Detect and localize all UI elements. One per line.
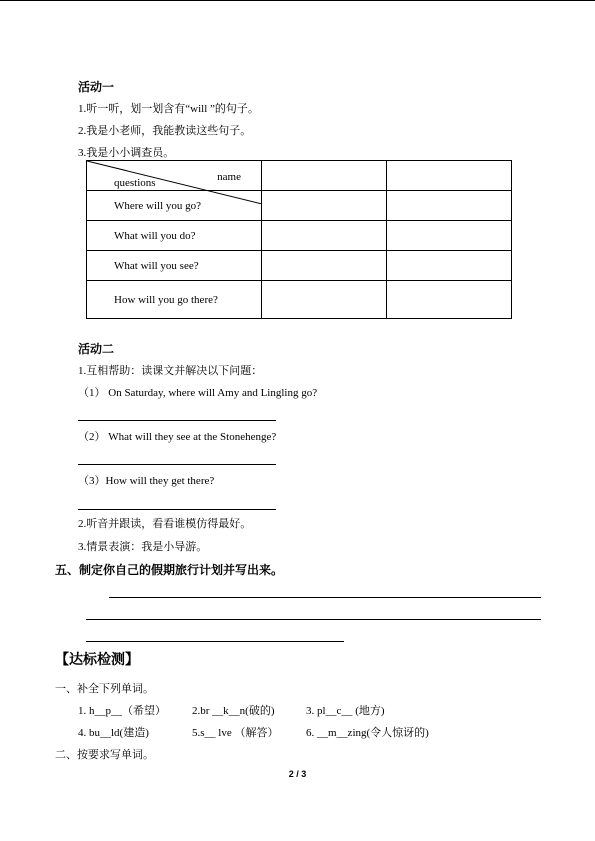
- activity1-title: 活动一: [78, 80, 115, 94]
- word-item-4: 4. bu__ld(建造): [78, 727, 149, 739]
- table-row: [87, 281, 512, 319]
- check-part2: 二、按要求写单词。: [55, 749, 154, 761]
- survey-table: [86, 160, 512, 319]
- word-item-1: 1. h__p__（希望）: [78, 705, 166, 717]
- activity1-item-2: 2.我是小老师，我能教读这些句子。: [78, 125, 252, 137]
- word-item-6: 6. __m__zing(令人惊讶的): [306, 727, 429, 739]
- check-part1: 一、补全下列单词。: [55, 683, 154, 695]
- writing-line-1[interactable]: [109, 597, 541, 598]
- page-number: 2 / 3: [288, 769, 307, 779]
- question-2: （2） What will they see at the Stonehenge?: [78, 431, 277, 443]
- header-questions: questions: [114, 177, 156, 189]
- answer-cell[interactable]: [262, 191, 387, 221]
- activity2-item-1: 1.互相帮助：读课文并解决以下问题：: [78, 365, 263, 377]
- answer-cell[interactable]: [262, 251, 387, 281]
- answer-line-2[interactable]: [78, 464, 276, 465]
- check-title: 【达标检测】: [55, 653, 139, 668]
- activity2-item-2: 2.听音并跟读，看看谁模仿得最好。: [78, 518, 252, 530]
- word-item-2: 2.br __k__n(破的): [192, 705, 275, 717]
- word-item-5: 5.s__ lve （解答）: [192, 727, 279, 739]
- section5-title: 五、制定你自己的假期旅行计划并写出来。: [55, 563, 284, 577]
- word-item-3: 3. pl__c__ (地方): [306, 705, 385, 717]
- question-3: （3）How will they get there?: [78, 475, 215, 487]
- answer-cell[interactable]: [262, 281, 387, 319]
- top-border: [0, 0, 595, 1]
- activity2-item-3: 3.情景表演：我是小导游。: [78, 541, 208, 553]
- writing-line-2[interactable]: [86, 619, 541, 620]
- question-cell: What will you do?: [87, 221, 262, 251]
- answer-line-3[interactable]: [78, 509, 276, 510]
- activity1-item-3: 3.我是小小调查员。: [78, 147, 175, 159]
- answer-cell[interactable]: [387, 281, 512, 319]
- question-cell: What will you see?: [87, 251, 262, 281]
- answer-cell[interactable]: [262, 221, 387, 251]
- answer-cell[interactable]: [262, 161, 387, 191]
- answer-cell[interactable]: [387, 251, 512, 281]
- activity2-title: 活动二: [78, 342, 115, 356]
- activity1-item-1: 1.听一听，划一划含有“will ”的句子。: [78, 103, 259, 115]
- question-1: （1） On Saturday, where will Amy and Lingling go?: [78, 387, 318, 399]
- answer-cell[interactable]: [387, 221, 512, 251]
- answer-cell[interactable]: [387, 161, 512, 191]
- diagonal-header-cell: [87, 161, 262, 191]
- table-row: [87, 251, 512, 281]
- answer-cell[interactable]: [387, 191, 512, 221]
- answer-line-1[interactable]: [78, 420, 276, 421]
- question-cell: How will you go there?: [87, 281, 262, 319]
- header-name: name: [217, 171, 241, 183]
- table-row: [87, 221, 512, 251]
- table-header-row: [87, 161, 512, 191]
- writing-line-3[interactable]: [86, 641, 344, 642]
- question-cell: Where will you go?: [87, 191, 262, 221]
